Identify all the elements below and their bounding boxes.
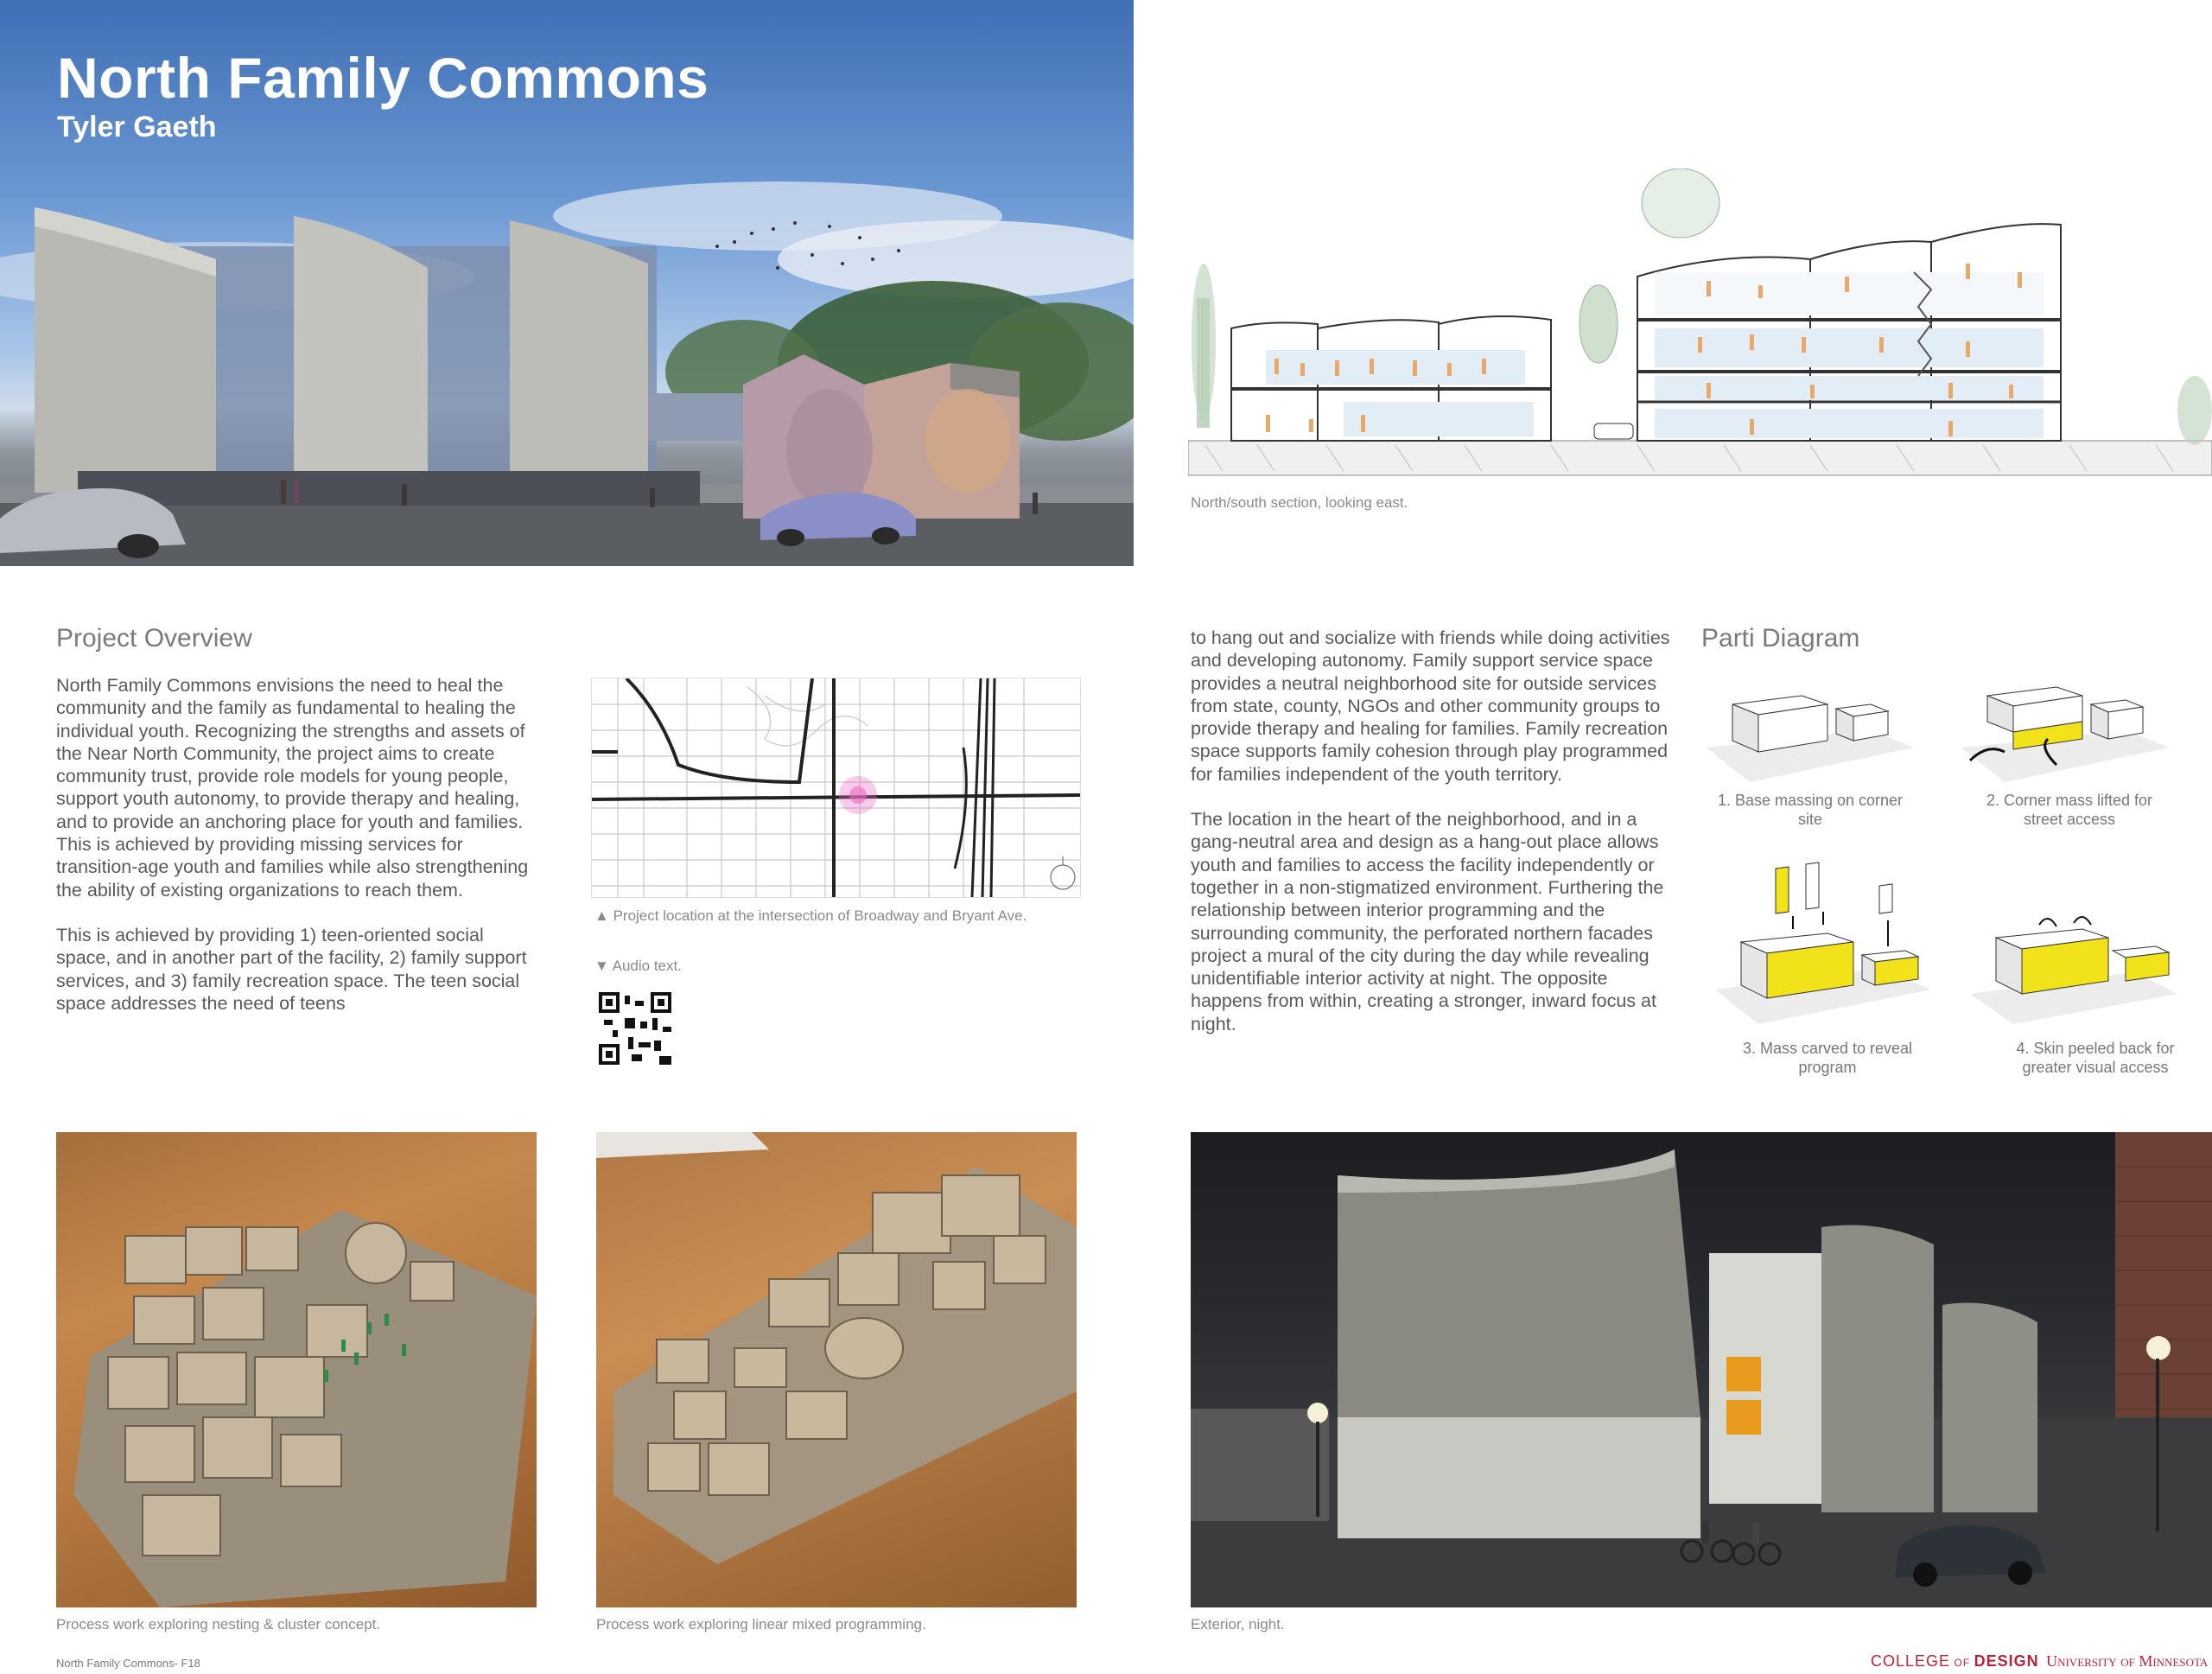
parti-step-2-diagram [1953, 678, 2177, 791]
model-photo-2-illustration [596, 1132, 1077, 1607]
overview-paragraph: North Family Commons envisions the need to heal the community and the family as fundamental to healing the individual youth. Recognizing the strengths and assets of the Near North Community, the project aims to create community trust, provide role models for young people, support youth autonomy, to provide therapy and healing, and to provide an anchoring place for youth and families. This is achieved by providing missing services for transition-age youth and families while also strengthening the ability of existing organizations to reach them. [56, 675, 529, 901]
night-render-illustration [1191, 1132, 2212, 1607]
overview-heading: Project Overview [56, 624, 252, 652]
college-word: COLLEGE [1871, 1652, 1951, 1670]
night-render [1191, 1132, 2212, 1607]
overview-column-1 [56, 674, 540, 1037]
footer-project-label: North Family Commons- F18 [56, 1657, 200, 1670]
parti-step-4-caption: 4. Skin peeled back for greater visual access [2016, 1040, 2175, 1076]
model-photo-1-illustration [56, 1132, 537, 1607]
college-of-word: OF [1954, 1657, 1971, 1669]
parti-step-1-caption: 1. Base massing on corner site [1717, 792, 1904, 828]
parti-step-2-caption: 2. Corner mass lifted for street access [1986, 792, 2153, 828]
parti-step-1-diagram [1698, 678, 1923, 791]
map-audio-caption [594, 958, 682, 975]
author-name: Tyler Gaeth [57, 111, 217, 143]
map-location-text: Project location at the intersection of Broadway and Bryant Ave. [613, 907, 1027, 924]
night-render-caption: Exterior, night. [1191, 1616, 1285, 1633]
parti-step-2-illustration [1953, 678, 2177, 791]
section-caption: North/south section, looking east. [1191, 494, 1408, 511]
college-logo [1871, 1652, 2208, 1671]
model-photo-1-caption: Process work exploring nesting & cluster concept. [56, 1616, 381, 1633]
model-photo-1 [56, 1132, 537, 1607]
north-arrow-icon: ▲ [594, 907, 609, 924]
model-photo-2 [596, 1132, 1077, 1607]
parti-step-3-caption: 3. Mass carved to reveal program [1742, 1040, 1913, 1076]
down-arrow-icon: ▼ [594, 958, 609, 974]
parti-heading: Parti Diagram [1701, 624, 1860, 652]
parti-step-4-illustration [1961, 907, 2186, 1028]
section-drawing [1188, 169, 2212, 488]
university-name: University of Minnesota [2046, 1652, 2209, 1670]
model-photo-2-caption: Process work exploring linear mixed programming. [596, 1616, 926, 1633]
location-map [591, 678, 1081, 898]
location-map-illustration [592, 678, 1080, 897]
overview-paragraph: to hang out and socialize with friends while doing activities and developing autonomy. Family support service space provides a neutral neighborhood site for outside services from state, county, NGOs and other community groups to provide therapy and healing for families. Family recreation space supports family cohesion through play programmed for families independent of the youth territory. [1191, 627, 1670, 785]
map-location-caption [594, 907, 1078, 925]
overview-paragraph: The location in the heart of the neighborhood, and in a gang-neutral area and design as a hang-out place allows youth and families to access the facility independently or together in a non-stigmatized environment. Furthering the relationship between interior programming and the surrounding community, the perforated northern facades project a mural of the city during the day while revealing unidentifiable interior activity at night. The opposite happens from within, creating a stronger, inward focus at night. [1191, 809, 1664, 1034]
parti-step-3-illustration [1707, 860, 1940, 1033]
section-drawing-illustration [1188, 169, 2212, 488]
project-title: North Family Commons [57, 46, 709, 110]
design-word: DESIGN [1974, 1652, 2039, 1670]
parti-step-3-diagram [1707, 860, 1940, 1033]
map-audio-text: Audio text. [612, 958, 682, 974]
parti-step-4-diagram [1961, 907, 2186, 1028]
overview-column-2 [1191, 627, 1670, 1058]
parti-step-1-illustration [1698, 678, 1923, 791]
overview-paragraph: This is achieved by providing 1) teen-oriented social space, and in another part of the facility, 2) family support services, and 3) family recreation space. The teen social space addresses the need of teens [56, 924, 527, 1014]
qr-code[interactable] [599, 992, 671, 1065]
